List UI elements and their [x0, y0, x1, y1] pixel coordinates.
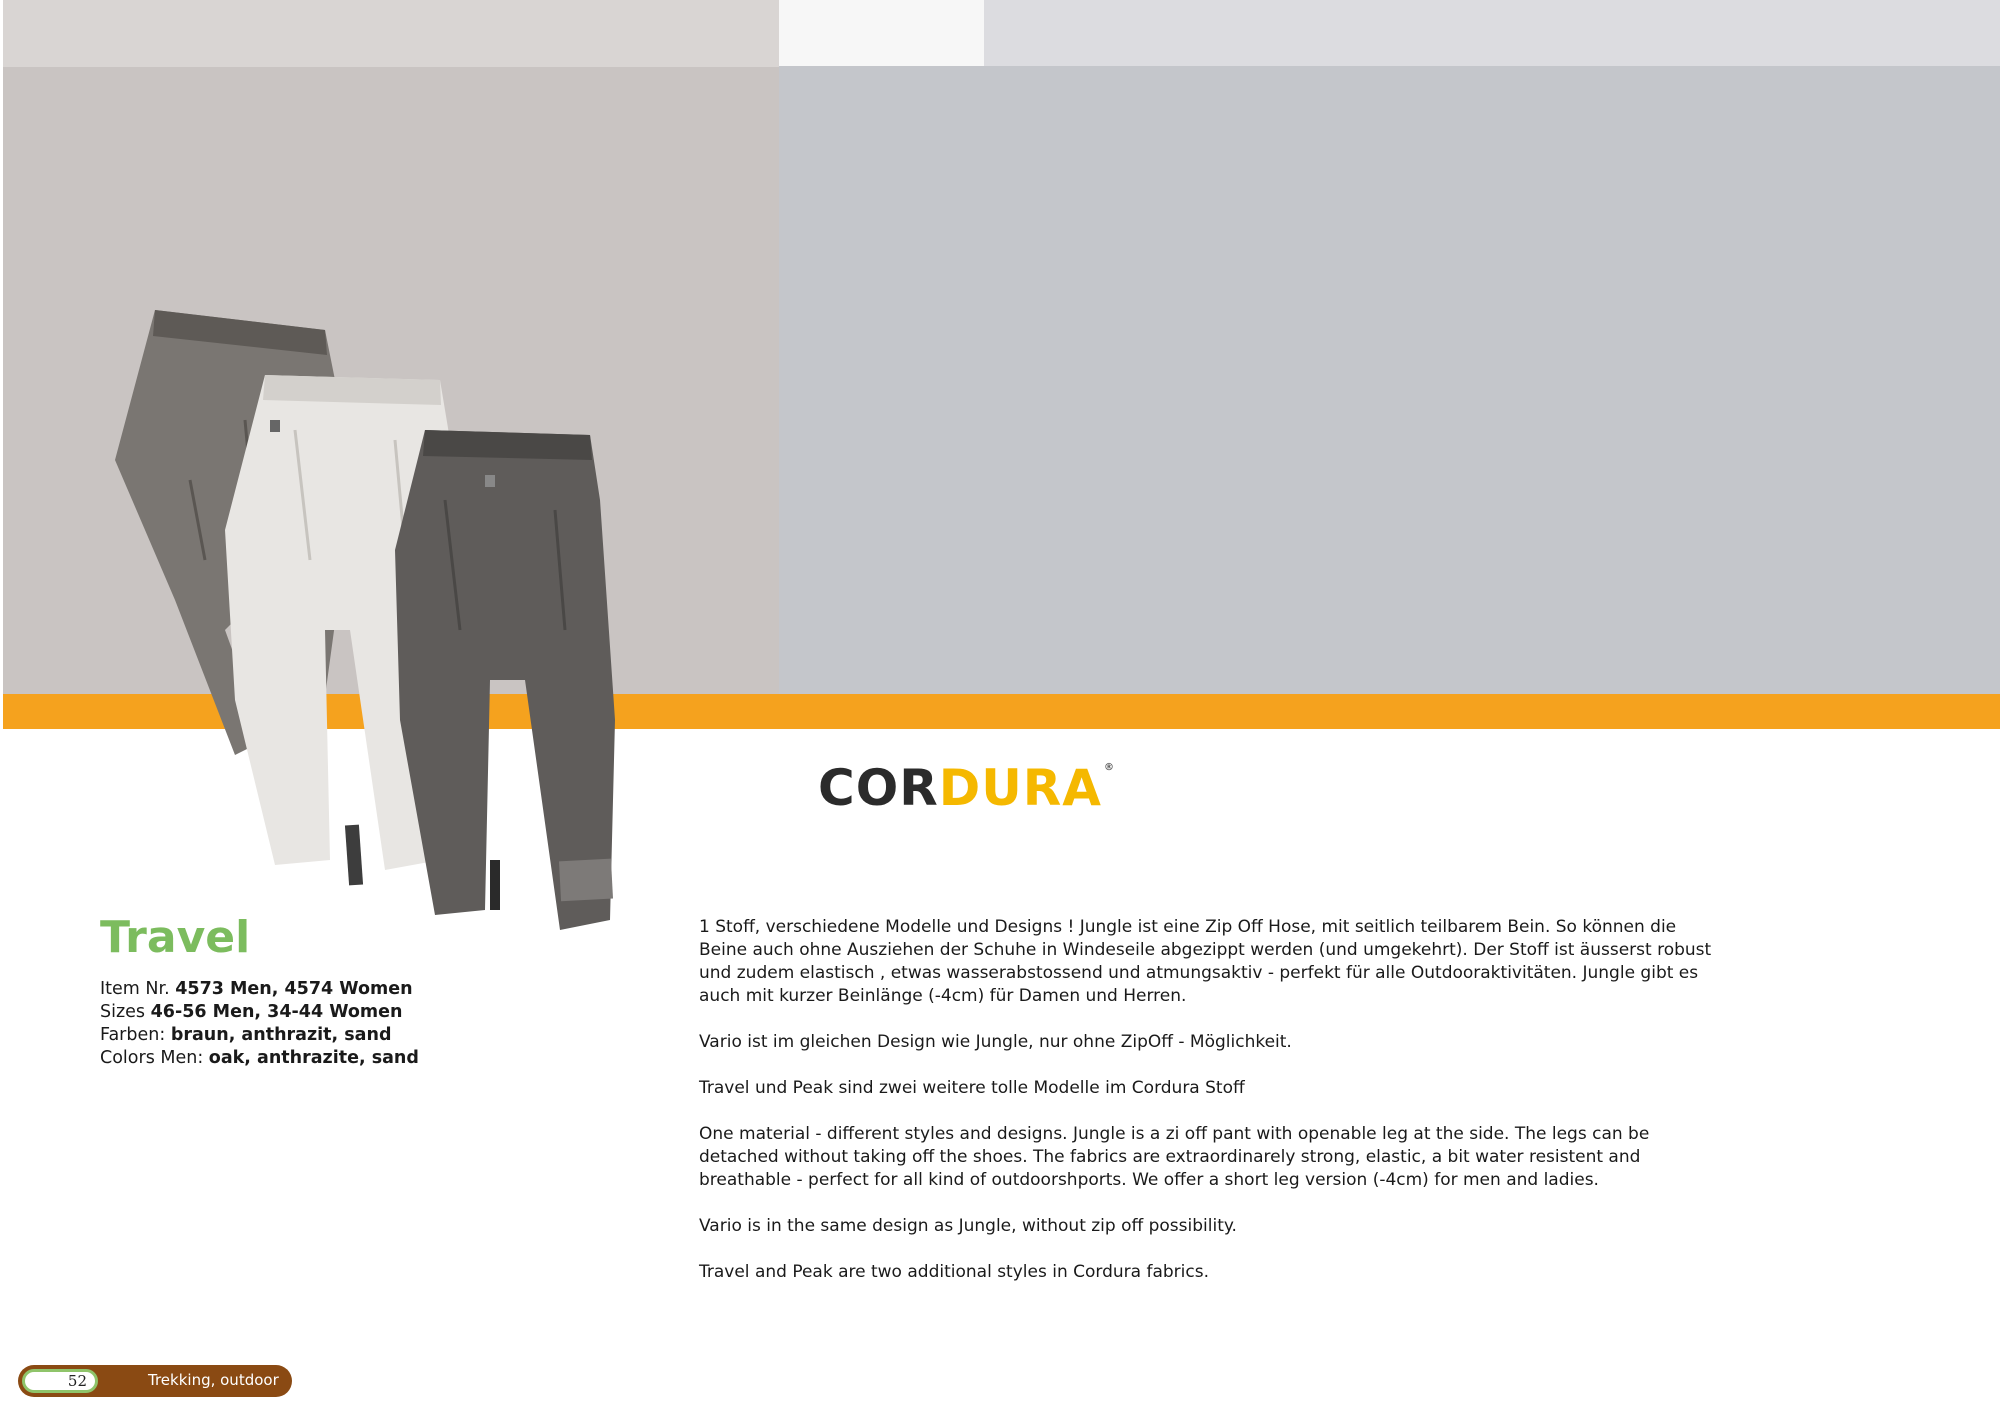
header-band-right [984, 0, 2000, 66]
spec-item-number: Item Nr. 4573 Men, 4574 Women [100, 979, 413, 999]
spec-colors: Colors Men: oak, anthrazite, sand [100, 1048, 419, 1068]
product-specs [100, 978, 419, 1070]
pants-anthracite [395, 430, 615, 930]
description-de-paragraph: 1 Stoff, verschiedene Modelle und Designs ! Jungle ist eine Zip Off Hose, mit seitlich teilbarem Bein. So können die Beine auch ohne Ausziehen der Schuhe in Windeseile abgezippt werden (und umgekehrt). Der Stoff ist äusserst robust und zudem elastisch , etwas wasserabstossend und atmungsaktiv - perfekt für alle Outdooraktivitäten. Jungle gibt es auch mit kurzer Beinlänge (-4cm) für Damen und Herren. [699, 917, 1712, 1006]
section-label: Trekking, outdoor [148, 1371, 279, 1389]
banner-panel [779, 66, 2000, 694]
header-band-left [3, 0, 779, 67]
spec-farben: Farben: braun, anthrazit, sand [100, 1025, 392, 1045]
product-title: Travel [100, 912, 251, 963]
description-de-paragraph: Vario ist im gleichen Design wie Jungle, nur ohne ZipOff - Möglichkeit. [699, 1032, 1292, 1052]
pants-photo [95, 300, 695, 930]
cordura-logo: CORDURA ® [818, 759, 1116, 817]
page-number: 52 [22, 1369, 98, 1393]
description-en-paragraph: Travel and Peak are two additional styles in Cordura fabrics. [699, 1262, 1209, 1282]
page-footer [18, 1365, 292, 1397]
description-en-paragraph: One material - different styles and designs. Jungle is a zi off pant with openable leg at the side. The legs can be detached without taking off the shoes. The fabrics are extraordinarely strong, elastic, a bit water resistent and breathable - perfect for all kind of outdoorshports. We offer a short leg version (-4cm) for men and ladies. [699, 1124, 1650, 1190]
header-band-center [779, 0, 984, 66]
description-en-paragraph: Vario is in the same design as Jungle, without zip off possibility. [699, 1216, 1237, 1236]
description-de-paragraph: Travel und Peak sind zwei weitere tolle Modelle im Cordura Stoff [699, 1078, 1245, 1098]
product-description [699, 916, 1719, 1307]
spec-sizes: Sizes 46-56 Men, 34-44 Women [100, 1002, 403, 1022]
